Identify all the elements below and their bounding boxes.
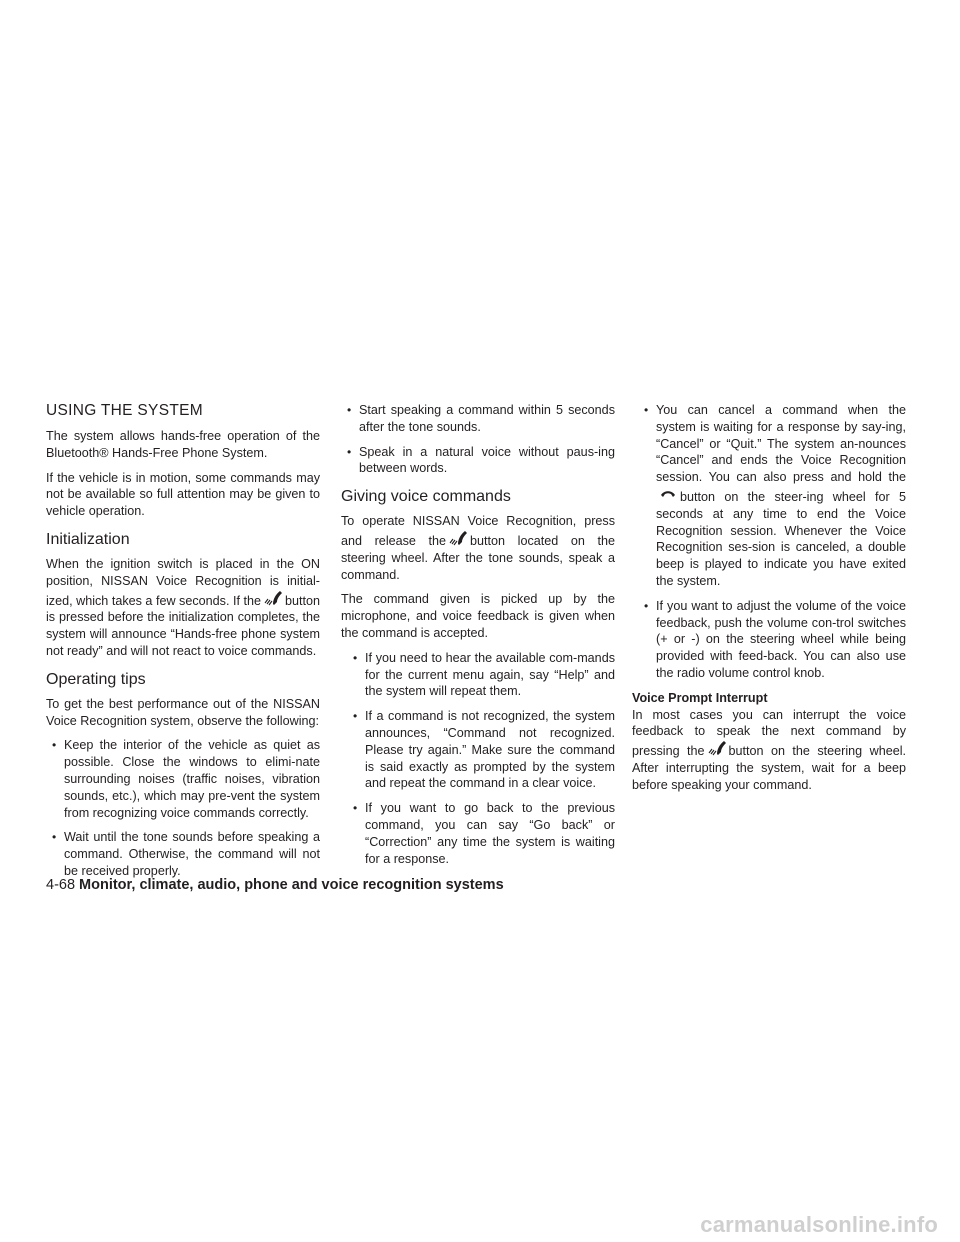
page-number: 4-68: [46, 877, 76, 893]
list-item: • Speak in a natural voice without paus-ing between words.: [347, 444, 615, 476]
column-2: [341, 402, 615, 875]
initialization-heading: Initialization: [46, 530, 130, 548]
motion-paragraph: If the vehicle is in motion, some commands may not be available so full attention may be given to vehicle operation.: [46, 470, 320, 519]
list-item: • If a command is not recognized, the system announces, “Command not recognized. Please try again.” Make sure the command is said exactly as prompted by the system and repeat the command in a clear voice.: [353, 709, 615, 791]
list-item: • Wait until the tone sounds before speaking a command. Otherwise, the command will not be received properly.: [52, 830, 320, 878]
voice-talk-icon: [263, 590, 283, 606]
voice-talk-icon: [707, 740, 727, 756]
operating-tips-paragraph: To get the best performance out of the NISSAN Voice Recognition system, observe the following:: [46, 696, 320, 728]
phone-hangup-icon: [658, 486, 678, 502]
feedback-paragraph: The command given is picked up by the microphone, and voice feedback is given when the command is accepted.: [341, 592, 615, 640]
initialization-text-a: When the ignition switch is placed in the ON position, NISSAN Voice Recognition is initial-ized, which takes a few seconds. If the: [46, 556, 320, 608]
intro-paragraph: The system allows hands-free operation of the Bluetooth® Hands-Free Phone System.: [46, 429, 320, 460]
list-item: • Start speaking a command within 5 seconds after the tone sounds.: [347, 403, 615, 434]
operating-tips-list: [46, 737, 320, 879]
chapter-title: Monitor, climate, audio, phone and voice recognition systems: [79, 877, 504, 893]
page-footer: [46, 876, 504, 894]
list-item: • If you want to adjust the volume of the voice feedback, push the volume con-trol switches (+ or -) on the steering wheel while being provided with feed-back. You can also use the radio volume control knob.: [644, 598, 906, 680]
column-1: [46, 402, 320, 888]
list-item: • You can cancel a command when the system is waiting for a response by say-ing, “Cancel” or “Quit.” The system an-nounces “Cancel” and ends the Voice Recognition session. You can also press and hold the button on the steer-ing wheel for 5 seconds at any time to end the Voice Recognition session. Whenever the Voice Recognition ses-sion is canceled, a double beep is played to indicate you have exited the system.: [644, 403, 906, 588]
giving-voice-commands-heading: Giving voice commands: [341, 488, 511, 506]
giving-commands-list: [341, 650, 615, 868]
giving-commands-paragraph: To operate NISSAN Voice Recognition, press and release the button located on the steering wheel. After the tone sounds, speak a command.: [341, 514, 616, 582]
section-heading: USING THE SYSTEM: [46, 402, 203, 419]
column-3: [632, 402, 906, 802]
tips-continued-list: [341, 402, 615, 477]
voice-prompt-interrupt-heading: Voice Prompt Interrupt: [632, 690, 768, 705]
voice-talk-icon: [448, 530, 468, 546]
list-item: • If you want to go back to the previous command, you can say “Go back” or “Correction” any time the system is waiting for a response.: [353, 801, 615, 866]
cancel-volume-list: [632, 402, 906, 682]
interrupt-paragraph: In most cases you can interrupt the voice feedback to speak the next command by pressing the button on the steering wheel. After interrupting the system, wait for a beep before speaking your command.: [632, 707, 907, 792]
initialization-paragraph: [46, 556, 320, 660]
watermark: carmanualsonline.info: [700, 1212, 938, 1237]
list-item: • If you need to hear the available com-mands for the current menu again, say “Help” and the system will repeat them.: [353, 650, 615, 699]
list-item: • Keep the interior of the vehicle as quiet as possible. Close the windows to elimi-nate surrounding noises (traffic noises, vibration sounds, etc.), which may pre-vent the system from recognizing voice commands correctly.: [52, 738, 320, 820]
initialization-text-b: button is pressed before the initialization completes, the system will announce “Hands-free phone system not ready” and will not react to voice commands.: [46, 593, 320, 658]
operating-tips-heading: Operating tips: [46, 670, 146, 688]
